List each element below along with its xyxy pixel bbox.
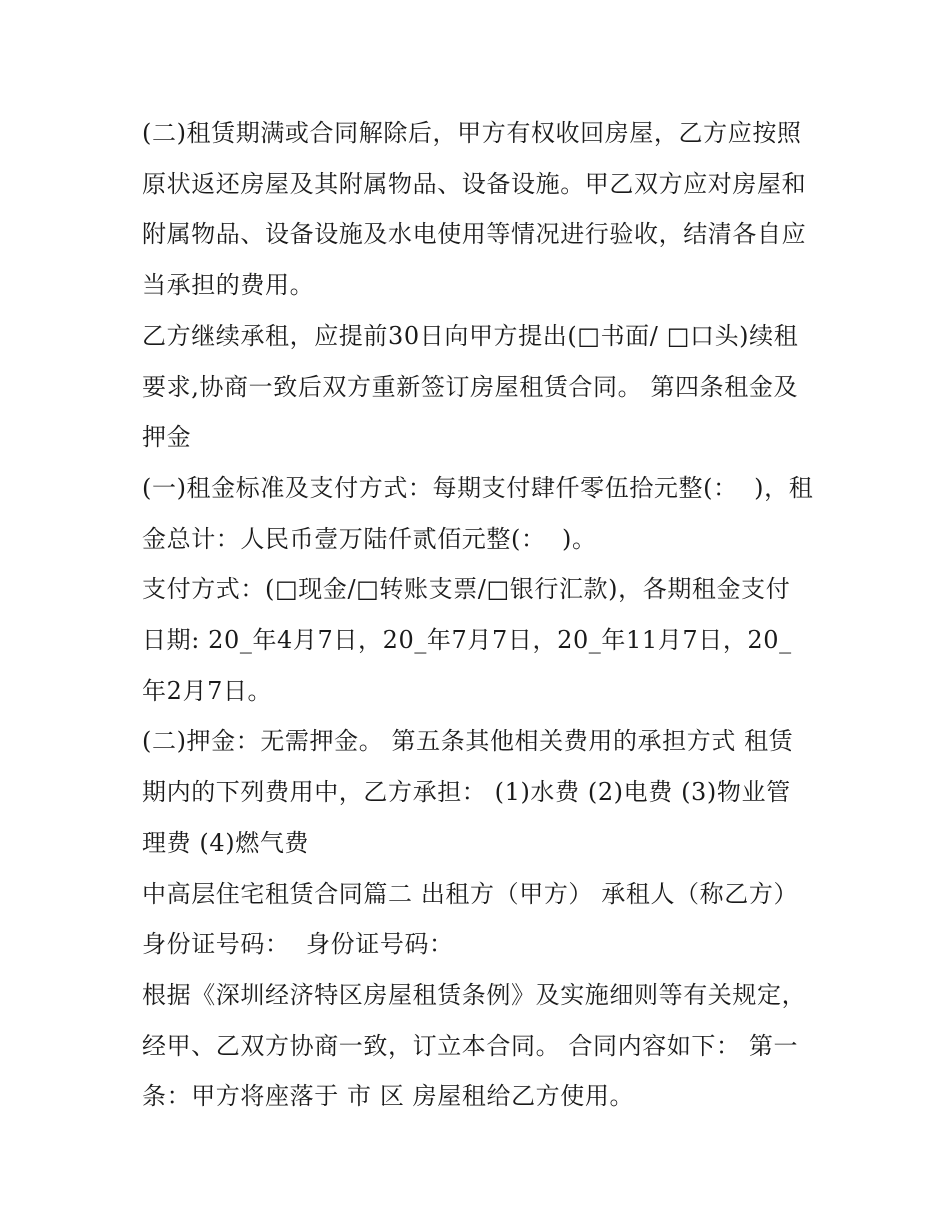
paragraph-deposit-fees: (二)押金：无需押金。 第五条其他相关费用的承担方式 租赁期内的下列费用中，乙方承担： (1)水费 (2)电费 (3)物业管理费 (4)燃气费 <box>142 727 794 857</box>
paragraph-legal-basis: 根据《深圳经济特区房屋租赁条例》及实施细则等有关规定，经甲、乙双方协商一致，订立本合同。 合同内容如下： 第一条：甲方将座落于 市 区 房屋租给乙方使用。 <box>142 980 807 1111</box>
paragraph-lease-expiry: (二)租赁期满或合同解除后，甲方有权收回房屋，乙方应按照原状返还房屋及其附属物品、设备设施。甲乙双方应对房屋和附属物品、设备设施及水电使用等情况进行验收，结清各自应当承担的费用。 <box>142 119 807 300</box>
document-body <box>142 108 814 1122</box>
paragraph-payment-method: 支付方式：(□现金/□转账支票/□银行汇款)，各期租金支付日期: 20_年4月7日，20_年7月7日，20_年11月7日，20_年2月7日。 <box>142 575 792 705</box>
paragraph-contract-two-parties: 中高层住宅租赁合同篇二 出租方（甲方） 承租人（称乙方） 身份证号码： 身份证号码： <box>142 879 807 959</box>
paragraph-rent-standard: (一)租金标准及支付方式：每期支付肆仟零伍拾元整(： )，租金总计：人民币壹万陆仟贰佰元整(： )。 <box>142 473 814 553</box>
paragraph-renewal: 乙方继续承租，应提前30日向甲方提出(□书面/ □口头)续租要求,协商一致后双方重新签订房屋租赁合同。 第四条租金及押金 <box>142 321 799 452</box>
